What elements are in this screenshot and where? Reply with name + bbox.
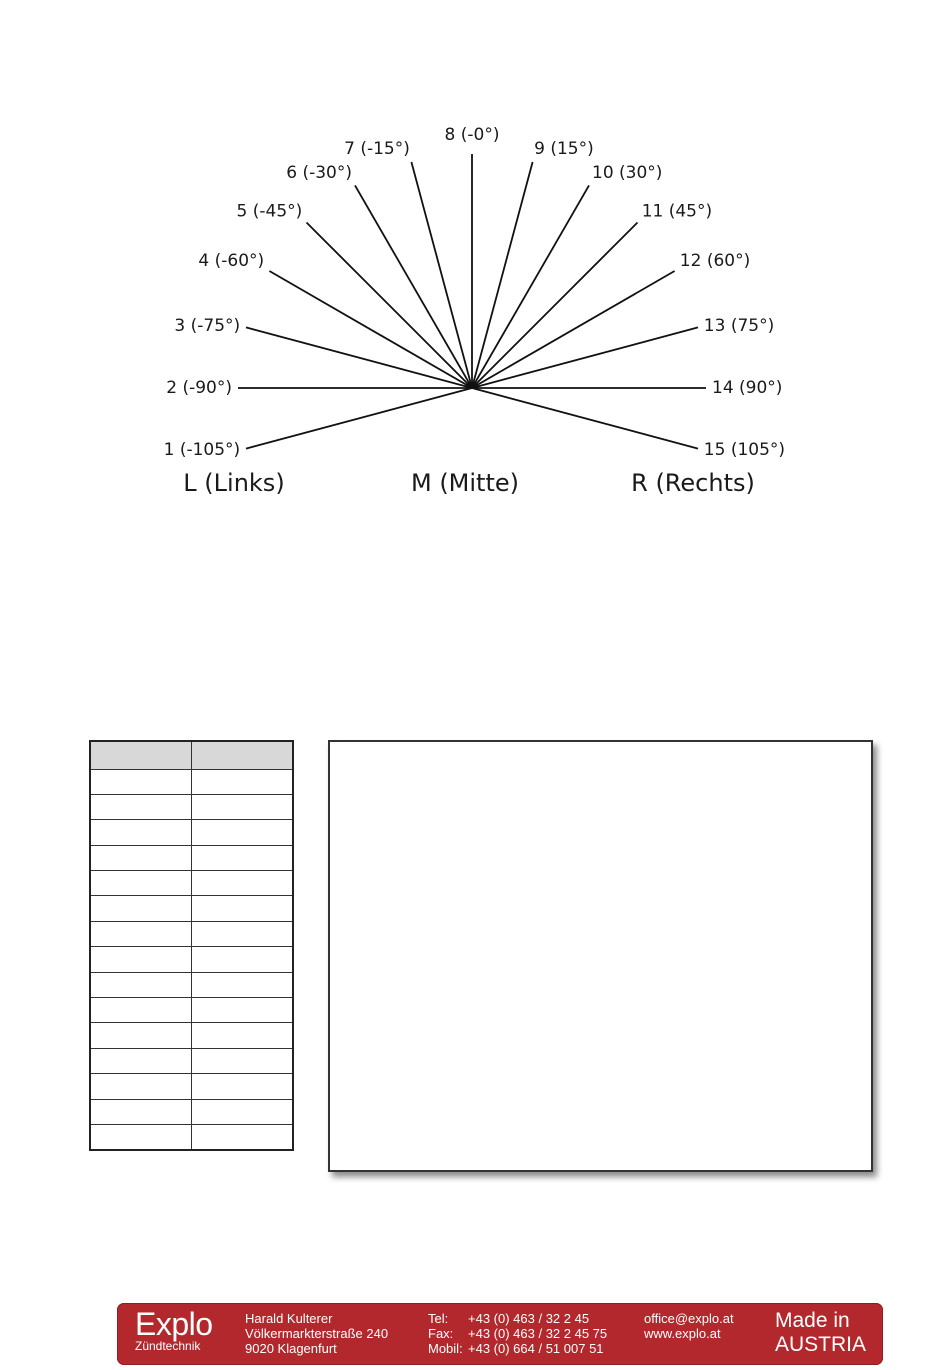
contact-row-mobil [428, 1341, 607, 1356]
made-in-line-2: AUSTRIA [775, 1333, 867, 1356]
contact-value: +43 (0) 463 / 32 2 45 75 [468, 1326, 608, 1341]
table-cell[interactable] [90, 921, 192, 946]
notes-box [328, 740, 873, 1172]
angle-ray-label: 10 (30°) [592, 163, 663, 184]
table-header-cell [192, 741, 294, 769]
table-cell[interactable] [192, 794, 294, 819]
table-row [90, 998, 293, 1023]
contact-key: Tel: [428, 1311, 449, 1326]
address-line: Harald Kulterer [245, 1311, 333, 1326]
angle-ray [472, 162, 533, 388]
angle-ray-label: 5 (-45°) [236, 201, 303, 222]
table-cell[interactable] [192, 845, 294, 870]
data-table-container [89, 740, 294, 1151]
angle-ray-label: 6 (-30°) [286, 163, 352, 184]
table-row [90, 1074, 293, 1099]
angle-ray-label: 1 (-105°) [163, 440, 241, 461]
address-line: Völkermarkterstraße 240 [245, 1326, 389, 1341]
table-body [90, 769, 293, 1150]
table-cell[interactable] [90, 972, 192, 997]
made-in-line-1: Made in [775, 1309, 850, 1332]
table-cell[interactable] [192, 1048, 294, 1073]
table-row [90, 820, 293, 845]
table-cell[interactable] [192, 947, 294, 972]
angle-ray [269, 271, 472, 388]
table-cell[interactable] [192, 1124, 294, 1149]
table-cell[interactable] [90, 820, 192, 845]
angle-ray-label: 4 (-60°) [198, 251, 265, 271]
table-row [90, 1099, 293, 1124]
footer-banner [117, 1303, 883, 1365]
table-row [90, 921, 293, 946]
side-label-right: R (Rechts) [631, 469, 755, 497]
table-row [90, 794, 293, 819]
table-cell[interactable] [192, 820, 294, 845]
table-cell[interactable] [90, 1074, 192, 1099]
table-cell[interactable] [90, 947, 192, 972]
contact-key: Fax: [428, 1326, 454, 1341]
contact-row-fax [428, 1326, 607, 1341]
angle-ray [472, 185, 589, 388]
table-cell[interactable] [192, 896, 294, 921]
table-cell[interactable] [90, 1099, 192, 1124]
table-header-cell [90, 741, 192, 769]
table-cell[interactable] [192, 769, 294, 794]
table-row [90, 769, 293, 794]
angle-ray [355, 185, 472, 388]
angle-ray [307, 223, 473, 389]
table-row [90, 947, 293, 972]
side-label-middle: M (Mitte) [410, 469, 520, 497]
angle-ray [472, 388, 698, 449]
table-cell[interactable] [192, 998, 294, 1023]
brand-subtitle: Zündtechnik [135, 1339, 201, 1353]
table-cell[interactable] [192, 1099, 294, 1124]
table-row [90, 1023, 293, 1048]
table-row [90, 1048, 293, 1073]
angle-ray [472, 223, 638, 389]
angle-ray-label: 2 (-90°) [166, 378, 232, 398]
brand-name: Explo [135, 1306, 213, 1342]
table-cell[interactable] [90, 1124, 192, 1149]
angle-ray [472, 327, 698, 388]
made-in-austria [775, 1309, 866, 1357]
contact-value: +43 (0) 664 / 51 007 51 [468, 1341, 604, 1356]
angle-ray-label: 12 (60°) [679, 251, 751, 271]
table-cell[interactable] [192, 1023, 294, 1048]
web-block [644, 1311, 734, 1341]
angle-ray-label: 7 (-15°) [344, 139, 410, 160]
angle-ray-label: 13 (75°) [703, 315, 775, 336]
table-cell[interactable] [192, 972, 294, 997]
brand-logo [135, 1307, 213, 1353]
data-table [89, 740, 294, 1151]
contact-key: Mobil: [428, 1341, 463, 1356]
angle-fan-diagram [0, 0, 950, 520]
table-row [90, 896, 293, 921]
table-cell[interactable] [90, 871, 192, 896]
side-label-left: L (Links) [183, 469, 285, 497]
table-cell[interactable] [90, 845, 192, 870]
angle-ray-label: 15 (105°) [703, 440, 786, 461]
table-cell[interactable] [90, 896, 192, 921]
table-row [90, 1124, 293, 1149]
email-link[interactable]: office@explo.at [644, 1311, 734, 1326]
angle-ray [411, 162, 472, 388]
table-cell[interactable] [192, 1074, 294, 1099]
angle-ray-label: 11 (45°) [641, 201, 713, 222]
table-cell[interactable] [90, 794, 192, 819]
table-cell[interactable] [90, 998, 192, 1023]
table-cell[interactable] [192, 871, 294, 896]
contact-row-tel [428, 1311, 607, 1326]
angle-ray-label: 9 (15°) [534, 139, 594, 160]
website-link[interactable]: www.explo.at [644, 1326, 721, 1341]
angle-ray-label: 3 (-75°) [174, 315, 241, 336]
angle-ray-label: 14 (90°) [712, 378, 783, 398]
contact-value: +43 (0) 463 / 32 2 45 [468, 1311, 590, 1326]
table-row [90, 845, 293, 870]
address-block [245, 1311, 388, 1356]
angle-ray [472, 271, 675, 388]
table-cell[interactable] [90, 1023, 192, 1048]
table-cell[interactable] [90, 769, 192, 794]
table-row [90, 972, 293, 997]
angle-ray [246, 388, 472, 449]
address-line: 9020 Klagenfurt [245, 1341, 337, 1356]
table-header-row [90, 741, 293, 769]
table-cell[interactable] [90, 1048, 192, 1073]
angle-ray-label: 8 (-0°) [444, 125, 500, 145]
table-cell[interactable] [192, 921, 294, 946]
table-row [90, 871, 293, 896]
contact-block [428, 1311, 607, 1356]
angle-ray [246, 327, 472, 388]
